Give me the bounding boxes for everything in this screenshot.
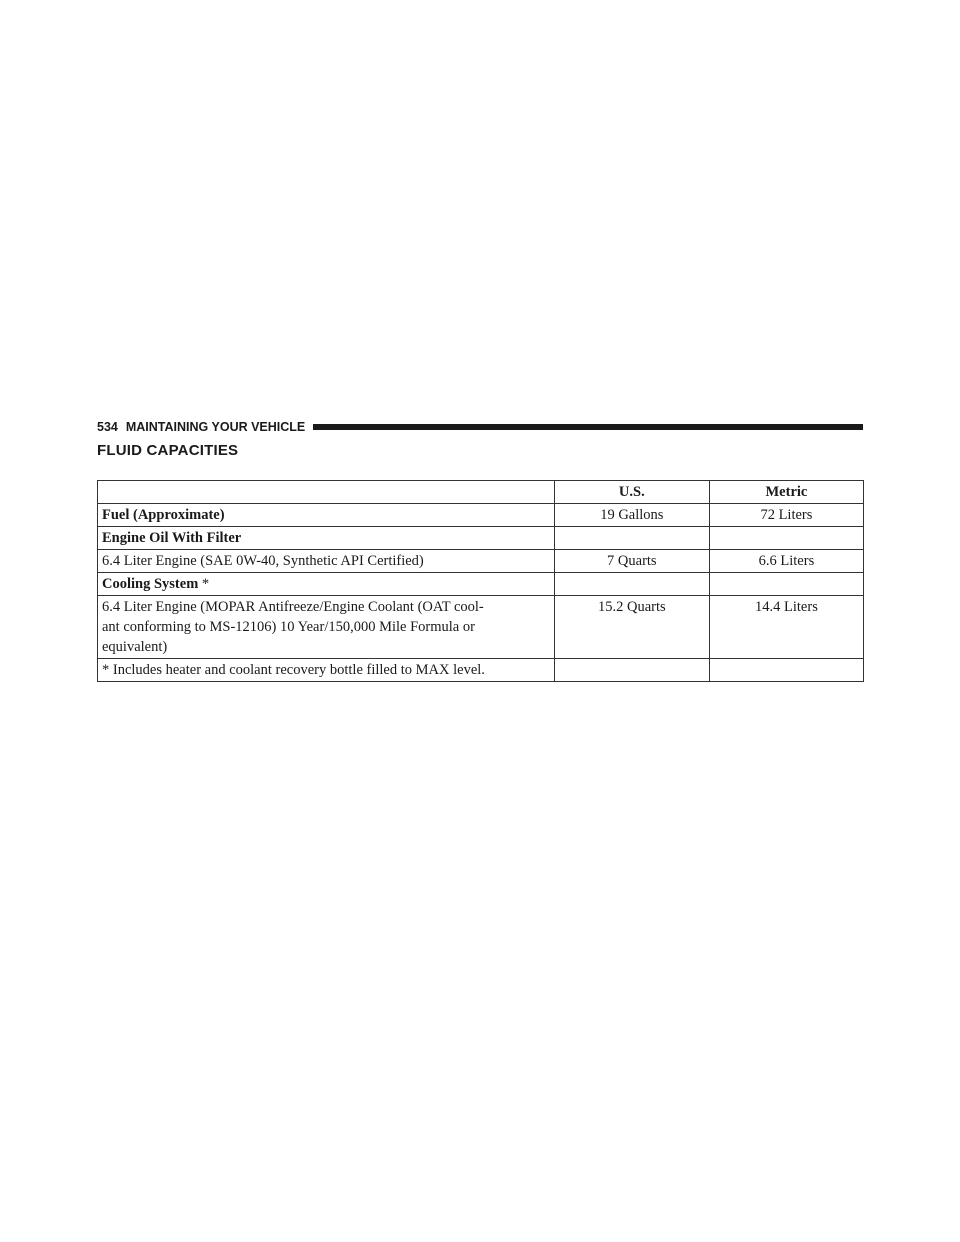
table-row-engine-oil [98,550,864,573]
cooling-system-label: Cooling System [102,576,199,592]
description-line: 6.4 Liter Engine (MOPAR Antifreeze/Engine Coolant (OAT cool- [102,599,484,615]
row-description [98,573,555,596]
table-row-footnote [98,659,864,682]
column-header-metric: Metric [709,481,863,504]
section-title: FLUID CAPACITIES [97,442,239,459]
fluid-capacities-table [97,480,864,682]
row-us-value: 15.2 Quarts [554,596,709,659]
row-metric-value [709,573,863,596]
row-metric-value: 6.6 Liters [709,550,863,573]
table-row-fuel [98,504,864,527]
row-metric-value: 14.4 Liters [709,596,863,659]
row-metric-value [709,659,863,682]
row-us-value: 7 Quarts [554,550,709,573]
row-us-value: 19 Gallons [554,504,709,527]
footnote-text: * Includes heater and coolant recovery bottle filled to MAX level. [98,659,555,682]
header-rule [313,424,863,430]
running-header [97,419,863,435]
row-description [98,596,555,659]
row-us-value [554,527,709,550]
column-header-us: U.S. [554,481,709,504]
footnote-marker: * [198,576,210,592]
table-row-coolant [98,596,864,659]
table-row-cooling-system-heading [98,573,864,596]
row-metric-value [709,527,863,550]
description-line: equivalent) [102,639,168,655]
chapter-title: MAINTAINING YOUR VEHICLE [125,420,306,434]
column-header-description [98,481,555,504]
row-us-value [554,573,709,596]
table-row-engine-oil-heading [98,527,864,550]
description-line: ant conforming to MS-12106) 10 Year/150,000 Mile Formula or [102,619,475,635]
table-header-row [98,481,864,504]
row-us-value [554,659,709,682]
page-number: 534 [97,420,118,434]
row-description: Engine Oil With Filter [98,527,555,550]
row-metric-value: 72 Liters [709,504,863,527]
row-description: 6.4 Liter Engine (SAE 0W-40, Synthetic API Certified) [98,550,555,573]
row-description: Fuel (Approximate) [98,504,555,527]
